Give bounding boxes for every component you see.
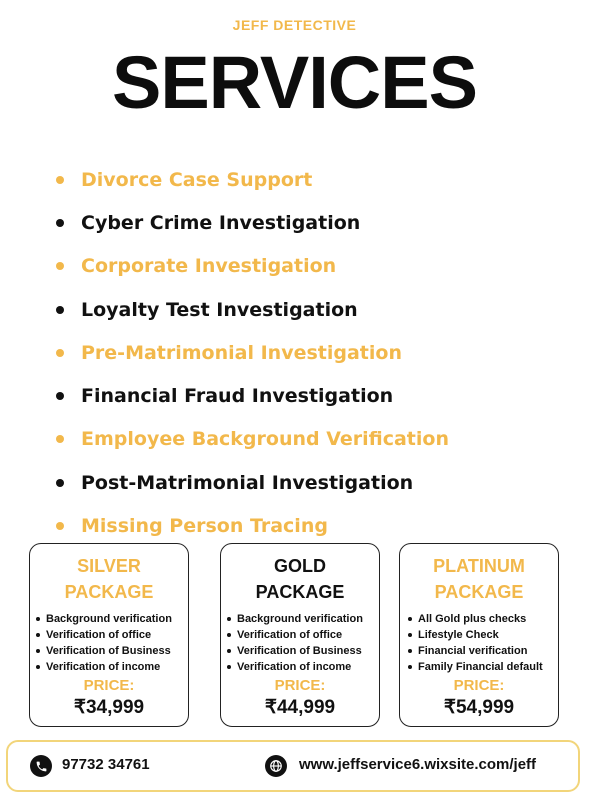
services-list xyxy=(56,158,449,548)
bullet-icon xyxy=(408,633,412,637)
bullet-icon xyxy=(227,617,231,621)
bullet-icon xyxy=(56,219,64,227)
feature-label: Verification of income xyxy=(46,661,161,673)
feature-label: Lifestyle Check xyxy=(418,629,499,641)
service-item xyxy=(56,374,449,417)
package-name-line1: GOLD xyxy=(274,556,326,576)
price-label: PRICE: xyxy=(83,677,135,694)
phone-icon[interactable] xyxy=(30,755,52,777)
bullet-icon xyxy=(36,633,40,637)
bullet-icon xyxy=(36,649,40,653)
package-name-line1: SILVER xyxy=(77,556,141,576)
globe-icon[interactable] xyxy=(265,755,287,777)
service-label: Employee Background Verification xyxy=(81,428,449,451)
bullet-icon xyxy=(56,262,64,270)
bullet-icon xyxy=(56,306,64,314)
bullet-icon xyxy=(56,479,64,487)
service-item xyxy=(56,461,449,504)
bullet-icon xyxy=(56,435,64,443)
feature-item xyxy=(227,611,379,627)
feature-item xyxy=(408,611,558,627)
feature-item xyxy=(36,627,188,643)
gold-package-card xyxy=(220,543,380,727)
contact-footer xyxy=(6,740,580,792)
bullet-icon xyxy=(56,392,64,400)
brand-name: JEFF DETECTIVE xyxy=(232,17,357,33)
bullet-icon xyxy=(227,633,231,637)
package-name xyxy=(30,553,188,605)
bullet-icon xyxy=(56,349,64,357)
service-item xyxy=(56,201,449,244)
feature-item xyxy=(36,643,188,659)
platinum-package-card xyxy=(399,543,559,727)
package-name xyxy=(221,553,379,605)
service-item xyxy=(56,504,449,547)
package-name-line1: PLATINUM xyxy=(433,556,525,576)
package-name-line2: PACKAGE xyxy=(64,582,154,602)
feature-item xyxy=(408,643,558,659)
price-label: PRICE: xyxy=(453,677,505,694)
service-label: Missing Person Tracing xyxy=(81,515,328,538)
feature-label: Verification of office xyxy=(46,629,152,641)
feature-item xyxy=(36,659,188,675)
page-title: SERVICES xyxy=(112,41,477,124)
package-features xyxy=(36,611,188,675)
package-name-line2: PACKAGE xyxy=(255,582,345,602)
feature-label: Verification of Business xyxy=(237,645,362,657)
feature-label: Verification of office xyxy=(237,629,343,641)
bullet-icon xyxy=(56,176,64,184)
phone-number[interactable]: 97732 34761 xyxy=(62,756,150,773)
service-label: Loyalty Test Investigation xyxy=(81,298,358,321)
feature-label: Verification of Business xyxy=(46,645,171,657)
service-item xyxy=(56,331,449,374)
bullet-icon xyxy=(36,665,40,669)
service-item xyxy=(56,288,449,331)
feature-label: All Gold plus checks xyxy=(418,613,527,625)
service-item xyxy=(56,245,449,288)
service-label: Cyber Crime Investigation xyxy=(81,211,361,234)
service-item xyxy=(56,158,449,201)
feature-item xyxy=(227,659,379,675)
service-label: Divorce Case Support xyxy=(81,168,313,191)
feature-item xyxy=(227,627,379,643)
service-item xyxy=(56,418,449,461)
bullet-icon xyxy=(56,522,64,530)
feature-label: Background verification xyxy=(237,613,363,625)
website-link[interactable]: www.jeffservice6.wixsite.com/jeff xyxy=(299,756,537,773)
feature-item xyxy=(408,659,558,675)
service-label: Post-Matrimonial Investigation xyxy=(81,471,414,494)
package-name-line2: PACKAGE xyxy=(434,582,524,602)
feature-item xyxy=(408,627,558,643)
feature-item xyxy=(36,611,188,627)
bullet-icon xyxy=(227,649,231,653)
feature-label: Financial verification xyxy=(418,645,528,657)
feature-label: Family Financial default xyxy=(418,661,543,673)
feature-label: Verification of income xyxy=(237,661,352,673)
package-features xyxy=(227,611,379,675)
service-label: Financial Fraud Investigation xyxy=(81,385,394,408)
silver-package-card xyxy=(29,543,189,727)
service-label: Corporate Investigation xyxy=(81,255,337,278)
price-label: PRICE: xyxy=(274,677,326,694)
service-label: Pre-Matrimonial Investigation xyxy=(81,341,402,364)
bullet-icon xyxy=(36,617,40,621)
bullet-icon xyxy=(408,617,412,621)
bullet-icon xyxy=(408,665,412,669)
feature-item xyxy=(227,643,379,659)
price-value: ₹34,999 xyxy=(73,697,145,718)
package-name xyxy=(400,553,558,605)
package-features xyxy=(408,611,558,675)
feature-label: Background verification xyxy=(46,613,172,625)
bullet-icon xyxy=(408,649,412,653)
price-value: ₹54,999 xyxy=(443,697,515,718)
bullet-icon xyxy=(227,665,231,669)
price-value: ₹44,999 xyxy=(264,697,336,718)
